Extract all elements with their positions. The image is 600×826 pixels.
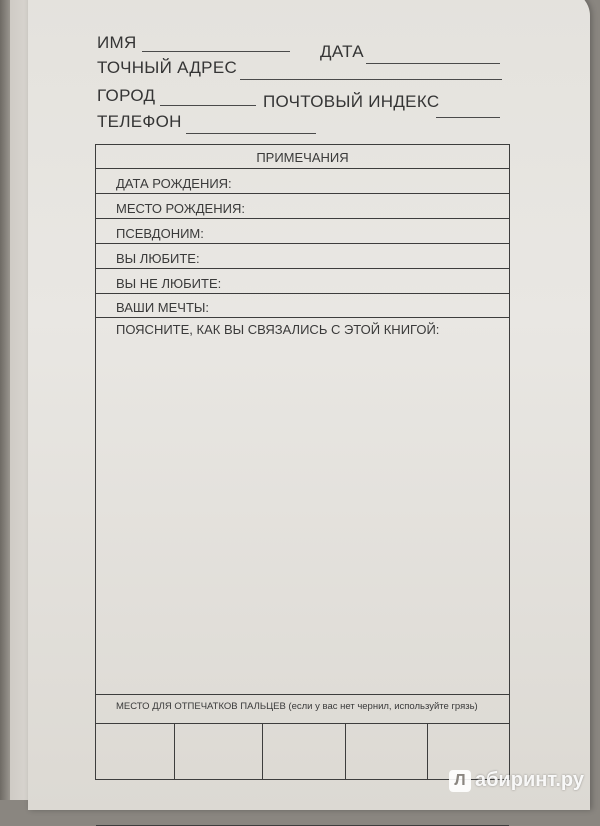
fingerprint-divider-4 — [427, 723, 428, 779]
name-line — [142, 51, 290, 52]
birth-date-label: ДАТА РОЖДЕНИЯ: — [116, 176, 232, 191]
city-label: ГОРОД — [97, 86, 156, 105]
labirint-watermark — [449, 769, 584, 792]
fingerprint-grid — [96, 723, 509, 779]
field-likes — [96, 244, 509, 269]
address-label: ТОЧНЫЙ АДРЕС — [97, 58, 238, 77]
date-line — [366, 63, 500, 64]
date-label: ДАТА — [320, 42, 364, 61]
name-label: ИМЯ — [97, 33, 137, 52]
watermark-text: абиринт.ру — [474, 769, 584, 791]
birth-place-label: МЕСТО РОЖДЕНИЯ: — [116, 201, 245, 216]
dreams-label: ВАШИ МЕЧТЫ: — [116, 300, 210, 315]
phone-line — [186, 133, 316, 134]
postal-code-line — [436, 117, 500, 118]
notes-title-row — [96, 145, 509, 169]
postal-code-label: ПОЧТОВЫЙ ИНДЕКС — [263, 92, 440, 111]
field-birth-date — [96, 169, 509, 194]
field-birth-place — [96, 194, 509, 219]
address-line — [240, 79, 502, 80]
likes-label: ВЫ ЛЮБИТЕ: — [116, 251, 200, 266]
field-dislikes — [96, 269, 509, 294]
fingerprint-header — [96, 695, 509, 725]
city-line — [160, 105, 256, 106]
explain-area — [96, 318, 509, 695]
explain-label: ПОЯСНИТЕ, КАК ВЫ СВЯЗАЛИСЬ С ЭТОЙ КНИГОЙ: — [116, 322, 440, 337]
fingerprint-divider-1 — [174, 723, 175, 779]
notes-title: ПРИМЕЧАНИЯ — [256, 150, 349, 165]
fingerprint-grid-top-line — [96, 723, 509, 724]
field-dreams — [96, 294, 509, 318]
fingerprint-divider-3 — [345, 723, 346, 779]
fingerprint-divider-2 — [262, 723, 263, 779]
labirint-logo-icon: Л — [449, 770, 471, 792]
fingerprint-label: МЕСТО ДЛЯ ОТПЕЧАТКОВ ПАЛЬЦЕВ (если у вас нет чернил, используйте грязь) — [116, 701, 478, 712]
dislikes-label: ВЫ НЕ ЛЮБИТЕ: — [116, 276, 222, 291]
notes-form — [95, 144, 510, 780]
nickname-label: ПСЕВДОНИМ: — [116, 226, 204, 241]
phone-label: ТЕЛЕФОН — [97, 112, 182, 131]
field-nickname — [96, 219, 509, 244]
